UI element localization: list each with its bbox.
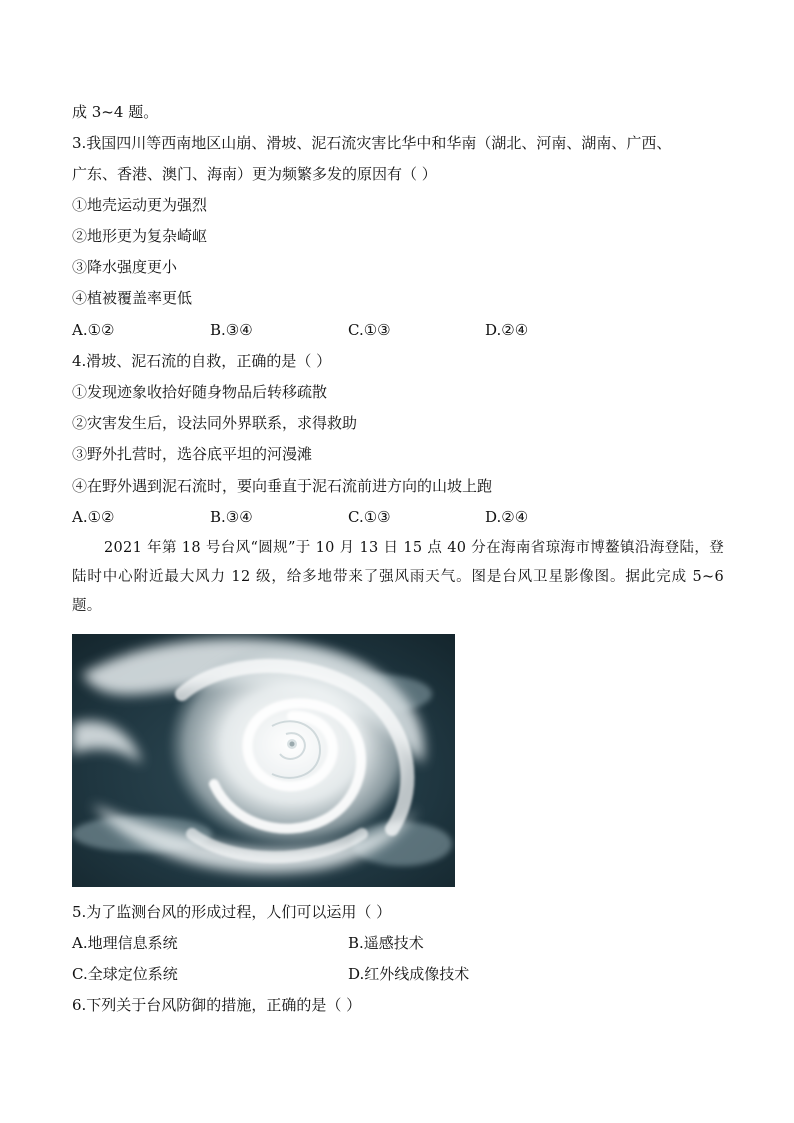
q3-option-a: A.①② xyxy=(72,321,115,339)
q5-option-d: D.红外线成像技术 xyxy=(348,965,470,983)
q5-option-b: B.遥感技术 xyxy=(348,934,424,952)
intro-tail: 成 3~4 题。 xyxy=(72,103,159,121)
q3-item-4: ④植被覆盖率更低 xyxy=(72,289,193,307)
q3-item-2: ②地形更为复杂崎岖 xyxy=(72,227,208,245)
q4-option-c: C.①③ xyxy=(348,508,391,526)
q5-option-a: A.地理信息系统 xyxy=(72,934,178,952)
q5-option-c: C.全球定位系统 xyxy=(72,965,178,983)
q4-item-2: ②灾害发生后，设法同外界联系，求得救助 xyxy=(72,414,358,432)
q3-option-c: C.①③ xyxy=(348,321,391,339)
q3-item-3: ③降水强度更小 xyxy=(72,258,178,276)
q4-option-a: A.①② xyxy=(72,508,115,526)
q4-option-b: B.③④ xyxy=(210,508,253,526)
q4-stem: 4.滑坡、泥石流的自救，正确的是（ ） xyxy=(72,352,332,370)
q3-stem-line2: 广东、香港、澳门、海南）更为频繁多发的原因有（ ） xyxy=(72,165,437,183)
q4-item-4: ④在野外遇到泥石流时，要向垂直于泥石流前进方向的山坡上跑 xyxy=(72,477,493,495)
q5-stem: 5.为了监测台风的形成过程，人们可以运用（ ） xyxy=(72,903,392,921)
q6-stem: 6.下列关于台风防御的措施，正确的是（ ） xyxy=(72,996,362,1014)
passage-text: 2021 年第 18 号台风“圆规”于 10 月 13 日 15 点 40 分在海南省琼海市博鳌镇沿海登陆，登陆时中心附近最大风力 12 级，给多地带来了强风雨天气。图是台风卫星影像图。据此完成 5~6 题。 xyxy=(72,540,724,614)
q4-item-1: ①发现迹象收拾好随身物品后转移疏散 xyxy=(72,383,328,401)
q3-stem-line1: 3.我国四川等西南地区山崩、滑坡、泥石流灾害比华中和华南（湖北、河南、湖南、广西、 xyxy=(72,134,672,152)
q3-option-d: D.②④ xyxy=(485,321,529,339)
q4-option-d: D.②④ xyxy=(485,508,529,526)
q3-item-1: ①地壳运动更为强烈 xyxy=(72,196,208,214)
q3-option-b: B.③④ xyxy=(210,321,253,339)
q4-item-3: ③野外扎营时，选谷底平坦的河漫滩 xyxy=(72,445,313,463)
typhoon-satellite-image xyxy=(72,634,455,887)
